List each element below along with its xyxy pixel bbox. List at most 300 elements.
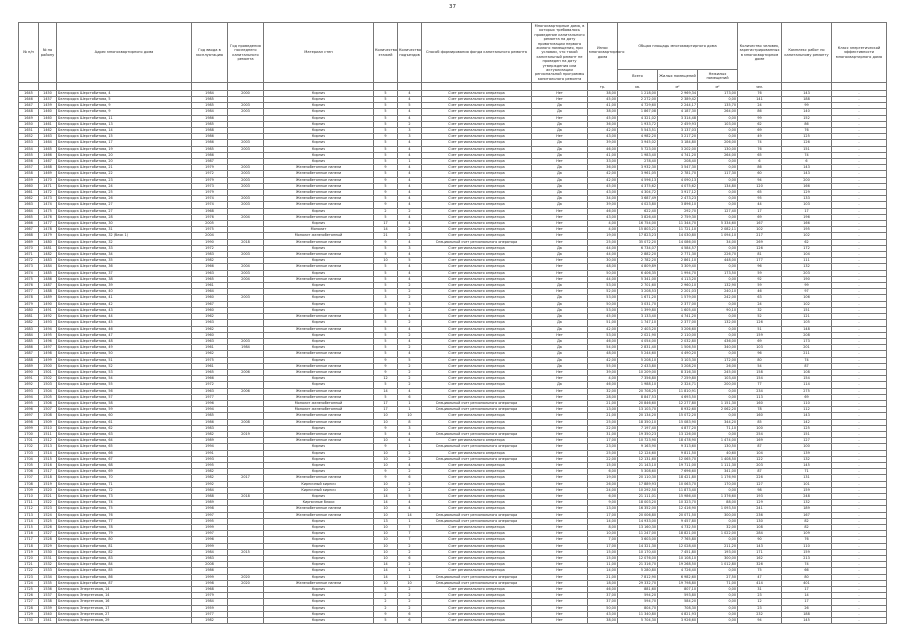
cell-area-nonliving: 0,00 xyxy=(698,388,738,394)
cell-overhaul-complex: 143 xyxy=(782,165,832,171)
cell-energy-class: - xyxy=(832,115,887,121)
cell-walls: Кирпич xyxy=(264,562,374,568)
cell-fund-method: Счет регионального оператора xyxy=(422,531,532,537)
cell-year-overhaul: 2006 xyxy=(228,388,264,394)
cell-floors: 2 xyxy=(374,208,398,214)
cell-wear: 17,00 xyxy=(588,512,618,518)
cell-num-district: 1532 xyxy=(39,562,57,568)
cell-address: Белгородск Шерстобитова, 70 xyxy=(57,475,192,481)
unit-area-living: м² xyxy=(658,83,698,91)
cell-num-district: 1525 xyxy=(39,518,57,524)
cell-overhaul-complex: 71 xyxy=(782,469,832,475)
cell-area-all: 21 316,70 xyxy=(618,562,658,568)
cell-residents: 217 xyxy=(738,233,782,239)
cell-energy-class: - xyxy=(832,580,887,586)
cell-num: 1689 xyxy=(19,363,39,369)
unit-cell xyxy=(374,83,398,91)
cell-residents: 126 xyxy=(738,245,782,251)
cell-area-all: 13 103,70 xyxy=(618,407,658,413)
cell-num-district: 1493 xyxy=(39,320,57,326)
cell-num: 1730 xyxy=(19,618,39,624)
cell-num-district: 1479 xyxy=(39,233,57,239)
cell-fund-method: Счет регионального оператора xyxy=(422,295,532,301)
cell-floors: 5 xyxy=(374,345,398,351)
cell-area-living: 2 377,00 xyxy=(658,320,698,326)
cell-fund-method: Счет регионального оператора xyxy=(422,605,532,611)
cell-area-nonliving: 103,00 xyxy=(698,121,738,127)
cell-energy-class: - xyxy=(832,525,887,531)
cell-entrances: 1 xyxy=(398,574,422,580)
cell-wear: 44,00 xyxy=(588,245,618,251)
cell-area-nonliving: 0,00 xyxy=(698,587,738,593)
cell-area-nonliving: 0,00 xyxy=(698,214,738,220)
cell-fund-method: Счет регионального оператора xyxy=(422,568,532,574)
cell-walls: Кирпич xyxy=(264,320,374,326)
cell-overhaul-complex: 114 xyxy=(782,382,832,388)
cell-residents: 81 xyxy=(738,252,782,258)
cell-area-living: 10 108,10 xyxy=(658,556,698,562)
cell-year-built: 1982 xyxy=(192,469,228,475)
unit-cell xyxy=(39,83,57,91)
cell-group: Нет xyxy=(532,543,588,549)
cell-fund-method: Счет регионального оператора xyxy=(422,599,532,605)
cell-overhaul-complex: 166 xyxy=(782,221,832,227)
cell-walls: Кирпич xyxy=(264,208,374,214)
cell-num-district: 1506 xyxy=(39,400,57,406)
cell-year-built: 1990 xyxy=(192,239,228,245)
cell-overhaul-complex: 102 xyxy=(782,233,832,239)
cell-num: 1673 xyxy=(19,264,39,270)
cell-num: 1729 xyxy=(19,611,39,617)
cell-year-overhaul: 2018 xyxy=(228,239,264,245)
cell-group: Нет xyxy=(532,605,588,611)
cell-area-all: 1 747,10 xyxy=(618,320,658,326)
cell-wear: 22,00 xyxy=(588,456,618,462)
cell-area-all: 4 729,60 xyxy=(618,103,658,109)
cell-residents: 167 xyxy=(738,221,782,227)
cell-num: 1669 xyxy=(19,239,39,245)
cell-group: Нет xyxy=(532,208,588,214)
cell-wear: 30,00 xyxy=(588,258,618,264)
cell-group: Нет xyxy=(532,134,588,140)
cell-residents: 95 xyxy=(738,196,782,202)
cell-area-living: 292,70 xyxy=(658,208,698,214)
cell-walls: Кирпич xyxy=(264,357,374,363)
cell-wear: 48,00 xyxy=(588,264,618,270)
cell-group: Да xyxy=(532,382,588,388)
cell-residents: 46 xyxy=(738,289,782,295)
cell-year-built: 1985 xyxy=(192,121,228,127)
cell-fund-method: Счет регионального оператора xyxy=(422,388,532,394)
cell-floors: 5 xyxy=(374,121,398,127)
cell-area-nonliving: 0,00 xyxy=(698,190,738,196)
cell-num-district: 1541 xyxy=(39,618,57,624)
cell-num: 1656 xyxy=(19,159,39,165)
cell-overhaul-complex: 151 xyxy=(782,431,832,437)
cell-overhaul-complex: 97 xyxy=(782,289,832,295)
cell-entrances: 1 xyxy=(398,400,422,406)
cell-area-all: 17 823,23 xyxy=(618,233,658,239)
cell-year-built: 2008 xyxy=(192,562,228,568)
cell-walls: Железобетонные панели xyxy=(264,363,374,369)
cell-num-district: 1511 xyxy=(39,431,57,437)
cell-num-district: 1492 xyxy=(39,314,57,320)
cell-entrances: 6 xyxy=(398,394,422,400)
cell-num-district: 1517 xyxy=(39,469,57,475)
cell-overhaul-complex: 132 xyxy=(782,500,832,506)
cell-overhaul-complex: 172 xyxy=(782,245,832,251)
cell-area-living: 7 451,80 xyxy=(658,549,698,555)
cell-num-district: 1465 xyxy=(39,146,57,152)
cell-num: 1671 xyxy=(19,252,39,258)
cell-entrances: 4 xyxy=(398,115,422,121)
cell-entrances: 4 xyxy=(398,165,422,171)
cell-residents: 100 xyxy=(738,425,782,431)
cell-overhaul-complex: 129 xyxy=(782,190,832,196)
cell-area-nonliving: 1 151,30 xyxy=(698,400,738,406)
cell-residents: 193 xyxy=(738,493,782,499)
cell-walls: Кирпич xyxy=(264,134,374,140)
cell-walls: Кирпич xyxy=(264,295,374,301)
cell-wear: 15,00 xyxy=(588,462,618,468)
cell-entrances: 4 xyxy=(398,506,422,512)
cell-area-living: 4 732,50 xyxy=(658,525,698,531)
cell-address: Белгородск Шерстобитова, 47 xyxy=(57,332,192,338)
cell-area-nonliving: 127,40 xyxy=(698,208,738,214)
cell-energy-class: - xyxy=(832,363,887,369)
cell-wear: 39,00 xyxy=(588,140,618,146)
cell-group: Да xyxy=(532,196,588,202)
cell-energy-class: - xyxy=(832,140,887,146)
cell-entrances: 4 xyxy=(398,202,422,208)
cell-num: 1696 xyxy=(19,407,39,413)
cell-num: 1702 xyxy=(19,444,39,450)
cell-year-built: 1977 xyxy=(192,394,228,400)
cell-overhaul-complex: 87 xyxy=(782,363,832,369)
cell-area-all: 4 375,62 xyxy=(618,183,658,189)
cell-group: Нет xyxy=(532,506,588,512)
cell-area-nonliving: 173,50 xyxy=(698,270,738,276)
cell-area-all: 3 208,53 xyxy=(618,289,658,295)
cell-wear: 19,00 xyxy=(588,233,618,239)
cell-walls: Кирпич xyxy=(264,301,374,307)
cell-address: Белгородск Шерстобитова, 20 xyxy=(57,159,192,165)
cell-address: Белгородск Шерстобитова, 26 xyxy=(57,196,192,202)
cell-area-living: 10 323,70 xyxy=(658,500,698,506)
cell-overhaul-complex: 200 xyxy=(782,177,832,183)
cell-walls: Кирпич xyxy=(264,531,374,537)
cell-year-built: 1999 xyxy=(192,574,228,580)
cell-wear: 42,00 xyxy=(588,171,618,177)
cell-fund-method: Счет регионального оператора xyxy=(422,537,532,543)
cell-residents: 78 xyxy=(738,407,782,413)
cell-year-built: 1962 xyxy=(192,314,228,320)
cell-energy-class: - xyxy=(832,462,887,468)
cell-fund-method: Счет регионального оператора xyxy=(422,556,532,562)
cell-num-district: 1528 xyxy=(39,537,57,543)
cell-area-living: 14 086,00 xyxy=(658,239,698,245)
cell-num-district: 1526 xyxy=(39,525,57,531)
cell-entrances: 4 xyxy=(398,438,422,444)
cell-fund-method: Счет регионального оператора xyxy=(422,202,532,208)
cell-wear: 24,00 xyxy=(588,487,618,493)
cell-num: 1699 xyxy=(19,425,39,431)
cell-residents: 241 xyxy=(738,506,782,512)
cell-year-built: 1996 xyxy=(192,537,228,543)
cell-num: 1690 xyxy=(19,369,39,375)
cell-address: Белгородск Шерстобитова, 66 xyxy=(57,450,192,456)
cell-overhaul-complex: 132 xyxy=(782,264,832,270)
cell-area-living: 3 184,80 xyxy=(658,140,698,146)
cell-energy-class: - xyxy=(832,425,887,431)
cell-year-built: 1963 xyxy=(192,388,228,394)
cell-fund-method: Счет регионального оператора xyxy=(422,562,532,568)
cell-address: Белгородск Шерстобитова, 35 xyxy=(57,258,192,264)
cell-walls: Кирпичные блоки xyxy=(264,500,374,506)
cell-group: Нет xyxy=(532,556,588,562)
cell-address: Белгородск Шерстобитова, 25 xyxy=(57,190,192,196)
cell-num: 1707 xyxy=(19,475,39,481)
cell-address: Белгородск Шерстобитова, 11 xyxy=(57,115,192,121)
cell-energy-class: - xyxy=(832,351,887,357)
cell-entrances: 2 xyxy=(398,450,422,456)
cell-area-nonliving: 226,70 xyxy=(698,252,738,258)
cell-year-built: 1974 xyxy=(192,202,228,208)
cell-floors: 14 xyxy=(374,388,398,394)
cell-year-built: 1995 xyxy=(192,462,228,468)
cell-walls: Железобетонные панели xyxy=(264,314,374,320)
cell-walls: Железобетонные панели xyxy=(264,239,374,245)
cell-residents: 92 xyxy=(738,276,782,282)
cell-group: Нет xyxy=(532,450,588,456)
cell-num-district: 1470 xyxy=(39,177,57,183)
cell-address: Белгородск Шерстобитова, 22 xyxy=(57,171,192,177)
cell-address: Белгородск Шерстобитова, 5 xyxy=(57,96,192,102)
cell-address: Белгородск Энергетиков, 27 xyxy=(57,611,192,617)
cell-overhaul-complex: 74 xyxy=(782,562,832,568)
cell-entrances: 4 xyxy=(398,239,422,245)
cell-walls: Железобетонные панели xyxy=(264,264,374,270)
cell-area-nonliving: 2 082,11 xyxy=(698,227,738,233)
cell-overhaul-complex: 151 xyxy=(782,146,832,152)
cell-area-all: 20 110,30 xyxy=(618,475,658,481)
cell-energy-class: - xyxy=(832,574,887,580)
cell-overhaul-complex: 86 xyxy=(782,121,832,127)
col-year-overhaul: Год проведения последнего капитального ремонта xyxy=(228,23,264,83)
cell-area-living: 7 696,60 xyxy=(658,469,698,475)
cell-fund-method: Счет регионального оператора xyxy=(422,152,532,158)
unit-cell xyxy=(192,83,228,91)
cell-energy-class: - xyxy=(832,444,887,450)
cell-floors: 5 xyxy=(374,338,398,344)
cell-energy-class: - xyxy=(832,295,887,301)
cell-area-living: 2 110,00 xyxy=(658,332,698,338)
table-row xyxy=(19,618,887,624)
cell-area-all: 4 596,13 xyxy=(618,177,658,183)
cell-num-district: 1518 xyxy=(39,475,57,481)
cell-num: 1685 xyxy=(19,338,39,344)
unit-cell xyxy=(228,83,264,91)
cell-area-living: 3 206,60 xyxy=(658,326,698,332)
cell-num-district: 1520 xyxy=(39,487,57,493)
cell-area-nonliving: 340,00 xyxy=(698,345,738,351)
cell-energy-class: - xyxy=(832,103,887,109)
cell-overhaul-complex: 125 xyxy=(782,134,832,140)
cell-address: Белгородск Шерстобитова, 51 xyxy=(57,357,192,363)
cell-wear: 4,00 xyxy=(588,376,618,382)
cell-energy-class: - xyxy=(832,121,887,127)
cell-year-built: 1982 xyxy=(192,475,228,481)
cell-num-district: 1503 xyxy=(39,382,57,388)
cell-fund-method: Счет регионального оператора xyxy=(422,103,532,109)
cell-group: Нет xyxy=(532,580,588,586)
cell-num: 1674 xyxy=(19,270,39,276)
cell-num-district: 1538 xyxy=(39,599,57,605)
cell-num-district: 1469 xyxy=(39,171,57,177)
cell-num-district: 1462 xyxy=(39,128,57,134)
cell-num: 1701 xyxy=(19,438,39,444)
cell-area-living: 15 072,20 xyxy=(658,413,698,419)
cell-energy-class: - xyxy=(832,289,887,295)
cell-address: Белгородск Шерстобитова, 19 xyxy=(57,146,192,152)
cell-entrances: 5 xyxy=(398,258,422,264)
cell-num-district: 1473 xyxy=(39,196,57,202)
cell-overhaul-complex: 74 xyxy=(782,152,832,158)
cell-group: Нет xyxy=(532,369,588,375)
cell-overhaul-complex: 76 xyxy=(782,537,832,543)
cell-residents: 171 xyxy=(738,549,782,555)
cell-residents: 86 xyxy=(738,165,782,171)
cell-num: 1652 xyxy=(19,134,39,140)
cell-year-built: 1989 xyxy=(192,438,228,444)
cell-area-nonliving: 132,90 xyxy=(698,283,738,289)
cell-residents: 69 xyxy=(738,214,782,220)
unit-cell xyxy=(782,83,832,91)
cell-area-living: 2 861,10 xyxy=(658,258,698,264)
cell-area-all: 10 723,90 xyxy=(618,438,658,444)
cell-address: Белгородск Шерстобитова, 84 xyxy=(57,562,192,568)
cell-floors: 10 xyxy=(374,549,398,555)
cell-residents: 44 xyxy=(738,202,782,208)
cell-year-overhaul: 2004 xyxy=(228,264,264,270)
cell-energy-class: - xyxy=(832,456,887,462)
cell-address: Белгородск Шерстобитова, 71 xyxy=(57,481,192,487)
cell-area-nonliving: 1 094,10 xyxy=(698,233,738,239)
cell-address: Белгородск Шерстобитова, 31 xyxy=(57,227,192,233)
cell-energy-class: - xyxy=(832,283,887,289)
cell-wear: 15,00 xyxy=(588,556,618,562)
cell-wear: 44,00 xyxy=(588,276,618,282)
cell-energy-class: - xyxy=(832,90,887,96)
cell-wear: 43,00 xyxy=(588,611,618,617)
cell-area-nonliving: 27,50 xyxy=(698,574,738,580)
cell-fund-method: Счет регионального оператора xyxy=(422,394,532,400)
cell-walls: Железобетонные панели xyxy=(264,580,374,586)
cell-address: Белгородск Шерстобитова, 38 xyxy=(57,276,192,282)
cell-address: Белгородск Шерстобитова, 56 xyxy=(57,388,192,394)
cell-overhaul-complex: 166 xyxy=(782,183,832,189)
cell-address: Белгородск Шерстобитова, 46 xyxy=(57,326,192,332)
cell-wear: 45,00 xyxy=(588,183,618,189)
cell-overhaul-complex: 104 xyxy=(782,252,832,258)
cell-area-living: 19 798,80 xyxy=(658,580,698,586)
cell-overhaul-complex: 66 xyxy=(782,568,832,574)
cell-energy-class: - xyxy=(832,227,887,233)
cell-year-built: 1983 xyxy=(192,556,228,562)
cell-energy-class: - xyxy=(832,611,887,617)
cell-wear: 7,00 xyxy=(588,537,618,543)
cell-area-nonliving: 0,00 xyxy=(698,96,738,102)
cell-address: Белгородск Шерстобитова, 77 xyxy=(57,518,192,524)
cell-floors: 14 xyxy=(374,227,398,233)
cell-entrances: 1 xyxy=(398,407,422,413)
cell-residents: 59 xyxy=(738,283,782,289)
cell-fund-method: Счет регионального оператора xyxy=(422,258,532,264)
cell-floors: 5 xyxy=(374,196,398,202)
cell-area-nonliving: 1 093,50 xyxy=(698,506,738,512)
cell-entrances: 4 xyxy=(398,90,422,96)
cell-address: Белгородск Шерстобитова, 83 xyxy=(57,556,192,562)
cell-area-living: 12 416,90 xyxy=(658,506,698,512)
col-group: Многоквартирные дома, в которых требовалось проведение капитального ремонта на дату приватизации первого жилого помещения, при условии, что такой капитальный ремонт не проведен на дату утверждения или актуализации региональной программы капитального ремонта xyxy=(532,23,588,83)
cell-year-built: 1961 xyxy=(192,345,228,351)
cell-area-all: 594,20 xyxy=(618,593,658,599)
cell-residents: 74 xyxy=(738,140,782,146)
cell-residents: 120 xyxy=(738,183,782,189)
col-overhaul-complex: Комплекс работ по капитальному ремонту xyxy=(782,23,832,83)
cell-overhaul-complex: 101 xyxy=(782,481,832,487)
cell-wear: 53,00 xyxy=(588,283,618,289)
cell-year-overhaul: 2003 xyxy=(228,146,264,152)
cell-residents: 108 xyxy=(738,525,782,531)
cell-area-nonliving: 206,00 xyxy=(698,140,738,146)
cell-energy-class: - xyxy=(832,481,887,487)
table-body xyxy=(19,90,887,623)
cell-num-district: 1504 xyxy=(39,388,57,394)
cell-area-all: 12 124,60 xyxy=(618,450,658,456)
cell-floors: 5 xyxy=(374,146,398,152)
cell-area-all: 35 072,20 xyxy=(618,239,658,245)
cell-num: 1662 xyxy=(19,196,39,202)
cell-group: Нет xyxy=(532,258,588,264)
cell-year-built: 1998 xyxy=(192,580,228,586)
cell-walls: Железобетонные панели xyxy=(264,196,374,202)
cell-energy-class: - xyxy=(832,165,887,171)
cell-fund-method: Счет регионального оператора xyxy=(422,413,532,419)
cell-area-living: 8 316,30 xyxy=(658,369,698,375)
cell-area-all: 622,40 xyxy=(618,208,658,214)
cell-group: Да xyxy=(532,307,588,313)
cell-area-living: 2 201,03 xyxy=(658,289,698,295)
cell-overhaul-complex: 275 xyxy=(782,388,832,394)
cell-residents: 326 xyxy=(738,562,782,568)
cell-overhaul-complex: 208 xyxy=(782,332,832,338)
cell-num: 1653 xyxy=(19,140,39,146)
cell-num-district: 1514 xyxy=(39,450,57,456)
cell-energy-class: - xyxy=(832,469,887,475)
cell-walls: Кирпич xyxy=(264,146,374,152)
cell-walls: Монолит железобетонный xyxy=(264,400,374,406)
cell-residents: 54 xyxy=(738,363,782,369)
cell-entrances: 2 xyxy=(398,363,422,369)
cell-address: Белгородск Шерстобитова, 53 xyxy=(57,369,192,375)
cell-area-all: 6 406,35 xyxy=(618,270,658,276)
cell-floors: 10 xyxy=(374,556,398,562)
cell-wear: 43,00 xyxy=(588,190,618,196)
cell-residents: 65 xyxy=(738,190,782,196)
cell-fund-method: Счет регионального оператора xyxy=(422,382,532,388)
cell-wear: 42,00 xyxy=(588,326,618,332)
